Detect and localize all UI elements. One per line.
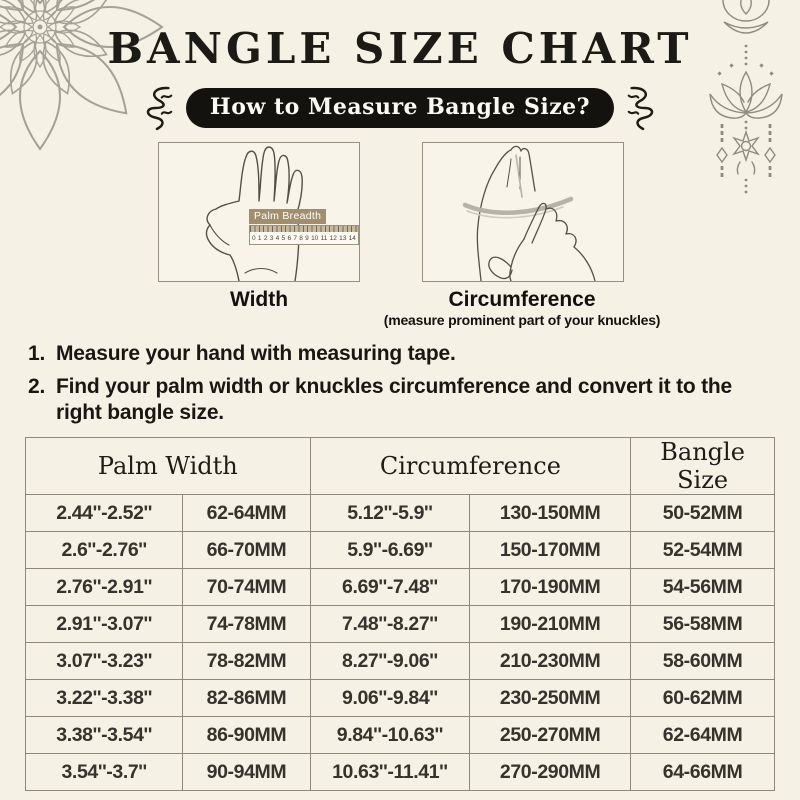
table-cell: 130-150MM (470, 495, 631, 532)
table-cell: 50-52MM (631, 495, 775, 532)
table-cell: 78-82MM (183, 643, 310, 680)
table-cell: 5.9''-6.69'' (310, 532, 470, 569)
table-row (26, 643, 775, 680)
ruler-number: 14 (348, 234, 356, 242)
table-cell: 56-58MM (631, 606, 775, 643)
table-cell: 58-60MM (631, 643, 775, 680)
ruler-number: 7 (293, 234, 297, 242)
circumference-note: (measure prominent part of your knuckles) (383, 312, 661, 328)
ruler (249, 225, 359, 245)
table-cell: 70-74MM (183, 569, 310, 606)
table-row (26, 569, 775, 606)
ruler-number: 12 (329, 234, 337, 242)
how-to-measure-badge: How to Measure Bangle Size? (186, 88, 614, 128)
table-cell: 62-64MM (631, 717, 775, 754)
table-cell: 9.06''-9.84'' (310, 680, 470, 717)
header-circumference: Circumference (310, 438, 631, 495)
table-cell: 170-190MM (470, 569, 631, 606)
table-cell: 60-62MM (631, 680, 775, 717)
width-caption: Width (229, 288, 289, 311)
ruler-number: 2 (263, 234, 268, 242)
step-text: Measure your hand with measuring tape. (56, 342, 456, 365)
ruler-number: 0 (252, 234, 256, 242)
ruler-number: 5 (281, 234, 286, 242)
step-number: 1. (28, 342, 46, 365)
table-cell: 86-90MM (183, 717, 310, 754)
table-cell: 2.76''-2.91'' (26, 569, 183, 606)
hand-circumference-icon (423, 143, 622, 281)
ruler-number: 9 (305, 234, 309, 242)
table-cell: 64-66MM (631, 754, 775, 791)
ruler-number: 11 (320, 234, 328, 242)
header-palm-width: Palm Width (26, 438, 311, 495)
table-cell: 74-78MM (183, 606, 310, 643)
table-cell: 3.54''-3.7'' (26, 754, 183, 791)
size-table (25, 437, 775, 791)
table-cell: 3.38''-3.54'' (26, 717, 183, 754)
table-row (26, 680, 775, 717)
badge-row (0, 84, 800, 132)
width-illustration (158, 142, 360, 282)
palm-breadth-label: Palm Breadth (249, 209, 326, 224)
ruler-number: 3 (269, 234, 274, 242)
table-cell: 250-270MM (470, 717, 631, 754)
table-cell: 5.12''-5.9'' (310, 495, 470, 532)
table-header-row (26, 438, 775, 495)
table-cell: 66-70MM (183, 532, 310, 569)
circumference-caption: Circumference (448, 288, 596, 311)
table-cell: 2.6''-2.76'' (26, 532, 183, 569)
instruction-step-1 (28, 341, 734, 367)
ruler-number: 8 (299, 234, 303, 242)
step-text: Find your palm width or knuckles circumference and convert it to the right bangle size. (56, 375, 733, 424)
ruler-ticks (249, 225, 359, 232)
table-cell: 7.48''-8.27'' (310, 606, 470, 643)
table-cell: 52-54MM (631, 532, 775, 569)
ruler-number: 10 (311, 234, 319, 242)
table-cell: 8.27''-9.06'' (310, 643, 470, 680)
header-bangle-size: Bangle Size (631, 438, 775, 495)
ruler-number: 1 (257, 234, 262, 242)
table-cell: 10.63''-11.41'' (310, 754, 470, 791)
table-cell: 2.44''-2.52'' (26, 495, 183, 532)
table-cell: 2.91''-3.07'' (26, 606, 183, 643)
flourish-right-icon (624, 84, 662, 132)
ruler-number: 13 (339, 234, 347, 242)
table-row (26, 606, 775, 643)
table-row (26, 495, 775, 532)
step-number: 2. (28, 375, 46, 398)
table-cell: 54-56MM (631, 569, 775, 606)
table-cell: 9.84''-10.63'' (310, 717, 470, 754)
table-cell: 230-250MM (470, 680, 631, 717)
table-row (26, 532, 775, 569)
flourish-left-icon (138, 84, 176, 132)
instruction-step-2 (28, 374, 734, 426)
ruler-number: 6 (287, 234, 292, 242)
table-cell: 90-94MM (183, 754, 310, 791)
instructions (28, 341, 734, 433)
table-cell: 210-230MM (470, 643, 631, 680)
ruler-numbers (249, 232, 359, 245)
circumference-illustration (422, 142, 624, 282)
table-row (26, 717, 775, 754)
table-cell: 82-86MM (183, 680, 310, 717)
page-title: BANGLE SIZE CHART (107, 24, 693, 73)
ruler-number: 4 (275, 234, 280, 242)
table-cell: 3.07''-3.23'' (26, 643, 183, 680)
table-cell: 150-170MM (470, 532, 631, 569)
table-cell: 62-64MM (183, 495, 310, 532)
table-cell: 6.69''-7.48'' (310, 569, 470, 606)
table-cell: 270-290MM (470, 754, 631, 791)
table-cell: 190-210MM (470, 606, 631, 643)
table-cell: 3.22''-3.38'' (26, 680, 183, 717)
table-row (26, 754, 775, 791)
